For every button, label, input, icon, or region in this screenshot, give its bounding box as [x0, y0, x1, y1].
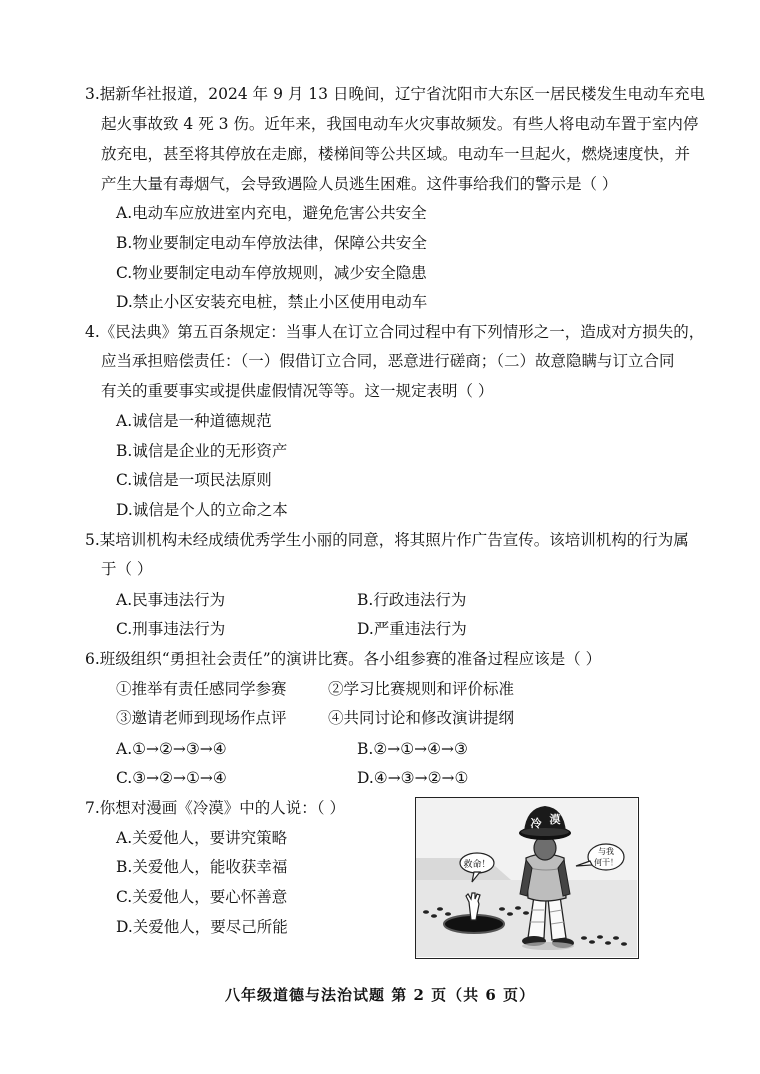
- q4-option-c: C.诚信是一项民法原则: [116, 471, 272, 489]
- q6-option-c: C.③→②→①→④: [116, 769, 227, 787]
- comic-bubble-line-1: 与我: [598, 847, 614, 856]
- q3-stem-line-4: 产生大量有毒烟气，会导致遇险人员逃生困难。这件事给我们的警示是（ ）: [101, 175, 618, 193]
- q6-item-3: ③邀请老师到现场作点评: [116, 709, 287, 727]
- q3-option-c: C.物业要制定电动车停放规则，减少安全隐患: [116, 264, 427, 282]
- q6-item-1: ①推举有责任感同学参赛: [116, 680, 287, 698]
- q4-option-b: B.诚信是企业的无形资产: [116, 442, 288, 460]
- comic-bubble-line-2: 何干！: [594, 858, 618, 867]
- q7-stem-line-1: 7.你想对漫画《冷漠》中的人说：（ ）: [85, 799, 345, 817]
- q3-option-d: D.禁止小区安装充电桩，禁止小区使用电动车: [116, 293, 428, 311]
- q6-item-4: ④共同讨论和修改演讲提纲: [328, 709, 515, 727]
- q7-option-c: C.关爱他人，要心怀善意: [116, 888, 288, 906]
- q6-item-2: ②学习比赛规则和评价标准: [328, 680, 515, 698]
- q4-stem-line-1: 4.《民法典》第五百条规定：当事人在订立合同过程中有下列情形之一，造成对方损失的，: [85, 323, 705, 341]
- q3-option-b: B.物业要制定电动车停放法律，保障公共安全: [116, 234, 427, 252]
- q3-stem-line-2: 起火事故致 4 死 3 伤。近年来，我国电动车火灾事故频发。有些人将电动车置于室内停: [101, 115, 699, 133]
- q5-option-a: A.民事违法行为: [116, 591, 226, 609]
- hat-char-1: 冷: [530, 817, 542, 830]
- comic-bubble-help: 救命！: [463, 860, 491, 870]
- hat-char-2: 漠: [549, 813, 561, 826]
- q5-stem-line-1: 5.某培训机构未经成绩优秀学生小丽的同意，将其照片作广告宣传。该培训机构的行为属: [85, 531, 689, 549]
- q6-option-d: D.④→③→②→①: [357, 769, 469, 787]
- q6-option-b: B.②→①→④→③: [357, 740, 468, 758]
- page-footer: 八年级道德与法治试题 第 2 页（共 6 页）: [225, 986, 535, 1004]
- q4-option-a: A.诚信是一种道德规范: [116, 412, 272, 430]
- q5-option-c: C.刑事违法行为: [116, 620, 226, 638]
- q7-option-b: B.关爱他人，能收获幸福: [116, 858, 288, 876]
- q5-stem-line-2: 于（ ）: [101, 560, 153, 578]
- q7-option-d: D.关爱他人，要尽己所能: [116, 918, 288, 936]
- q5-option-d: D.严重违法行为: [357, 620, 467, 638]
- comic-indifference: [415, 797, 639, 959]
- q5-option-b: B.行政违法行为: [357, 591, 467, 609]
- q4-stem-line-2: 应当承担赔偿责任：（一）假借订立合同，恶意进行磋商；（二）故意隐瞒与订立合同: [101, 352, 675, 370]
- q3-stem-line-3: 放充电，甚至将其停放在走廊，楼梯间等公共区域。电动车一旦起火，燃烧速度快，并: [101, 145, 691, 163]
- q4-stem-line-3: 有关的重要事实或提供虚假情况等等。这一规定表明（ ）: [101, 382, 494, 400]
- q7-option-a: A.关爱他人，要讲究策略: [116, 829, 288, 847]
- q6-stem-line-1: 6.班级组织“勇担社会责任”的演讲比赛。各小组参赛的准备过程应该是（ ）: [85, 650, 602, 668]
- q6-option-a: A.①→②→③→④: [116, 740, 227, 758]
- q4-option-d: D.诚信是个人的立命之本: [116, 501, 288, 519]
- q3-option-a: A.电动车应放进室内充电，避免危害公共安全: [116, 204, 427, 222]
- comic-illustration: [416, 798, 637, 957]
- q3-stem-line-1: 3.据新华社报道，2024 年 9 月 13 日晚间，辽宁省沈阳市大东区一居民楼发生电动车充电: [85, 85, 705, 103]
